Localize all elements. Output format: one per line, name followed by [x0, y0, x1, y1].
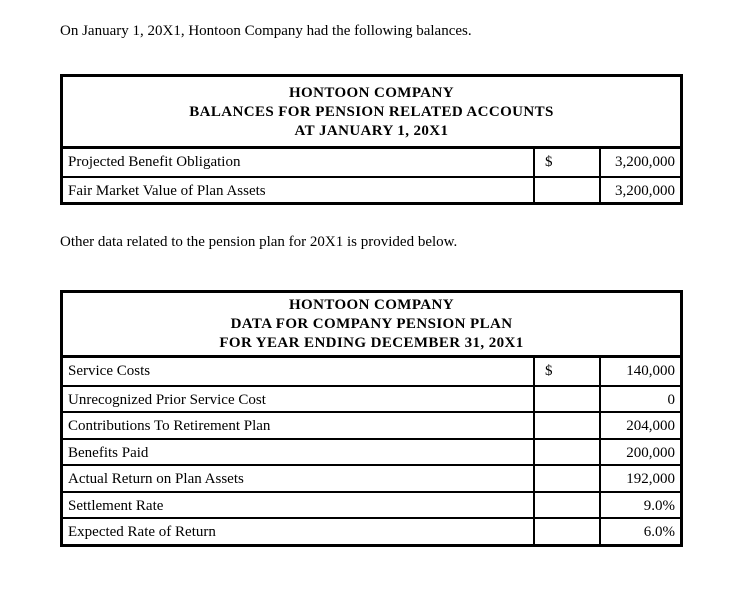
table-row [63, 385, 680, 412]
dollar-sign [535, 440, 601, 465]
dollar-sign [535, 178, 601, 203]
intro-text: On January 1, 20X1, Hontoon Company had the following balances. [60, 23, 472, 39]
row-value: 6.0% [643, 524, 675, 540]
row-label: Benefits Paid [63, 440, 535, 465]
pension-data-table-title-subject: DATA FOR COMPANY PENSION PLAN [230, 316, 513, 332]
row-label: Service Costs [63, 358, 535, 385]
row-value: 3,200,000 [615, 182, 675, 199]
dollar-sign: $ [535, 149, 601, 176]
table-row [63, 491, 680, 518]
pension-data-table-title-company: HONTOON COMPANY [288, 297, 455, 313]
pension-data-table-title-period: FOR YEAR ENDING DECEMBER 31, 20X1 [219, 335, 524, 351]
dollar-sign [535, 519, 601, 544]
row-label: Unrecognized Prior Service Cost [63, 387, 535, 412]
table-row [63, 176, 680, 203]
row-value: 204,000 [626, 418, 675, 434]
dollar-sign: $ [535, 358, 601, 385]
table-row [63, 149, 680, 176]
dollar-sign [535, 413, 601, 438]
balances-table-title-subject: BALANCES FOR PENSION RELATED ACCOUNTS [189, 104, 554, 120]
row-label: Projected Benefit Obligation [63, 149, 535, 176]
balances-table-title-date: AT JANUARY 1, 20X1 [294, 123, 449, 139]
row-value: 140,000 [626, 363, 675, 379]
balances-table-header [63, 77, 680, 149]
pension-data-table-header [63, 293, 680, 358]
row-value: 9.0% [643, 497, 675, 514]
row-label: Settlement Rate [63, 493, 535, 518]
dollar-sign [535, 387, 601, 412]
table-row [63, 358, 680, 385]
pension-data-table [60, 290, 683, 547]
row-label: Contributions To Retirement Plan [63, 413, 535, 438]
table-row [63, 517, 680, 544]
other-data-text: Other data related to the pension plan for 20X1 is provided below. [60, 234, 458, 250]
row-label: Fair Market Value of Plan Assets [63, 178, 535, 203]
row-value: 192,000 [626, 471, 675, 487]
row-value: 0 [667, 391, 675, 408]
row-value: 200,000 [626, 444, 675, 461]
table-row [63, 464, 680, 491]
table-row [63, 411, 680, 438]
row-label: Actual Return on Plan Assets [63, 466, 535, 491]
row-value: 3,200,000 [615, 154, 675, 170]
balances-table [60, 74, 683, 205]
balances-table-title-company: HONTOON COMPANY [288, 85, 455, 101]
dollar-sign [535, 493, 601, 518]
row-label: Expected Rate of Return [63, 519, 535, 544]
dollar-sign [535, 466, 601, 491]
table-row [63, 438, 680, 465]
